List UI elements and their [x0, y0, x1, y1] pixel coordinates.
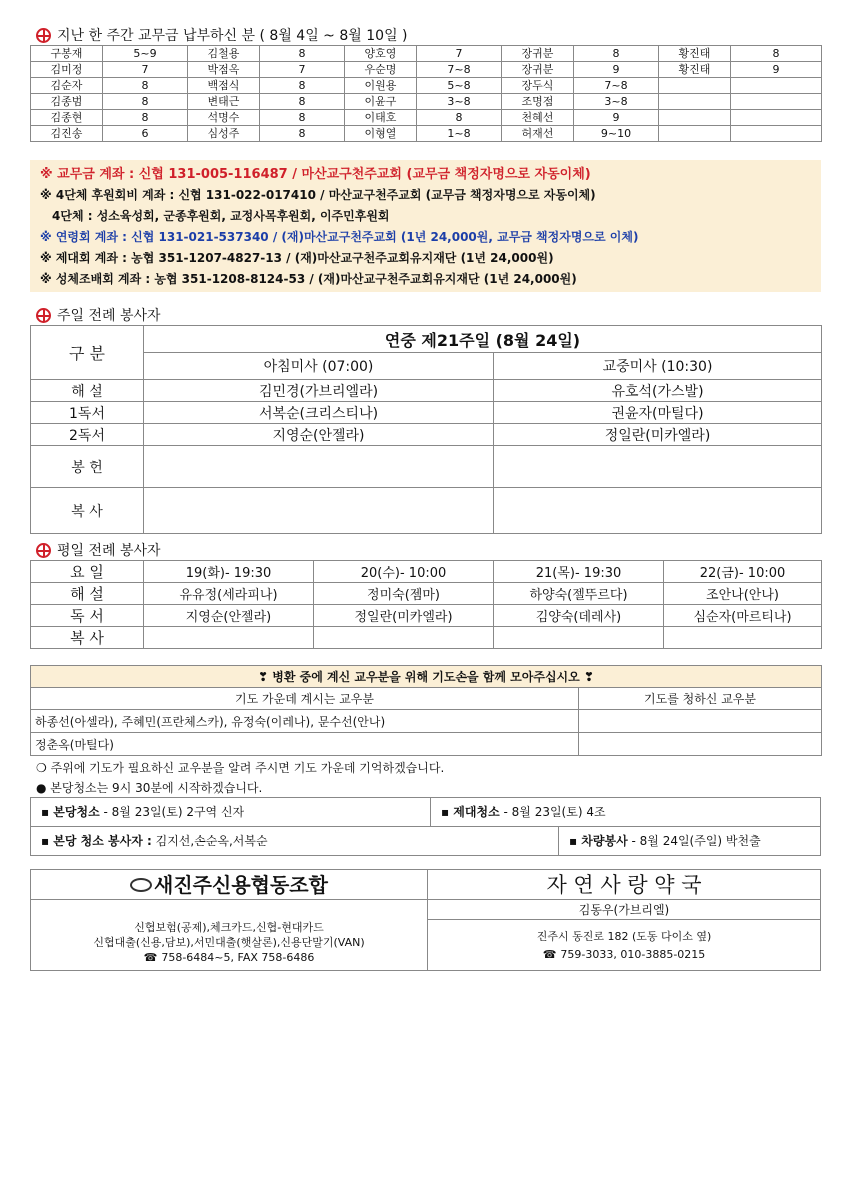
- sunday-servers-table: [30, 325, 822, 534]
- donor-name: 이윤구: [345, 94, 417, 110]
- category-header: 구 분: [31, 326, 144, 380]
- cleaning-volunteers-value: 김지선,손순옥,서복순: [151, 834, 268, 848]
- credit-union-phone: [31, 950, 427, 965]
- weekday-role: 해 설: [31, 583, 144, 605]
- donor-name: 김순자: [31, 78, 103, 94]
- donor-name: 김종범: [31, 94, 103, 110]
- donor-name: 이태호: [345, 110, 417, 126]
- donor-row: [31, 62, 822, 78]
- server-name: 유호석(가스발): [494, 380, 822, 402]
- donor-months: 8: [260, 126, 345, 142]
- weekday-row: [31, 583, 822, 605]
- role-second-reading: 2독서: [31, 424, 144, 446]
- altar-society-account-line: ※ 제대회 계좌 : 농협 351-1207-4827-13 / (재)마산교구천주교회유지재단 (1년 24,000원): [40, 251, 554, 265]
- credit-union-name: 새진주신용협동조합: [154, 873, 328, 897]
- altar-cleaning-label: ▪ 제대청소: [441, 805, 500, 819]
- vehicle-service: [559, 827, 761, 856]
- morning-mass-header: 아침미사 (07:00): [144, 353, 494, 380]
- server-name: [144, 488, 494, 534]
- cleaning-schedule: [30, 797, 821, 856]
- weekday-title-text: 평일 전례 봉사자: [57, 543, 161, 559]
- donor-name: 허재선: [502, 126, 574, 142]
- donor-months: 7: [260, 62, 345, 78]
- prayer-banner: ❣ 병환 중에 계신 교우분을 위해 기도손을 함께 모아주십시오 ❣: [31, 666, 822, 688]
- server-name: 지영순(안젤라): [144, 424, 494, 446]
- pharmacy-details: [428, 920, 820, 964]
- donor-months: 8: [103, 94, 188, 110]
- donor-months: 3~8: [574, 94, 659, 110]
- server-name: 하양숙(젤뚜르다): [494, 583, 664, 605]
- donor-months: 8: [103, 78, 188, 94]
- pharmacy-phone-text: 759-3033, 010-3885-0215: [560, 948, 706, 961]
- credit-union-line: 신협보험(공제),체크카드,신협-현대카드: [134, 921, 324, 934]
- sunday-title: [36, 305, 161, 325]
- donor-months: 9: [574, 62, 659, 78]
- cleaning-volunteers-label: ▪ 본당 청소 봉사자 :: [41, 834, 152, 848]
- donor-name: 이형열: [345, 126, 417, 142]
- donors-table: [30, 45, 822, 142]
- donor-name: 장귀분: [502, 62, 574, 78]
- donor-months: 8: [574, 46, 659, 62]
- donor-months: 6: [103, 126, 188, 142]
- server-name: 정일란(미카엘라): [494, 424, 822, 446]
- church-cleaning-label: ▪ 본당청소: [41, 805, 100, 819]
- sponsor-ads: [30, 869, 821, 971]
- adoration-society-account-line: ※ 성체조배회 계좌 : 농협 351-1208-8124-53 / (재)마산교구천주교회유지재단 (1년 24,000원): [40, 272, 577, 286]
- donor-months: 7~8: [417, 62, 502, 78]
- weekday-role: 독 서: [31, 605, 144, 627]
- prayer-sick-names: 하종선(아셀라), 주혜민(프란체스카), 유정숙(이레나), 문수선(안나): [31, 710, 579, 733]
- weekday-header-row: [31, 561, 822, 583]
- prayer-col-header-requesters: 기도를 청하신 교우분: [579, 688, 822, 710]
- donor-row: [31, 126, 822, 142]
- prayer-note: ❍ 주위에 기도가 필요하신 교우분을 알려 주시면 기도 가운데 기억하겠습니다.: [36, 761, 445, 775]
- donor-name: 장두식: [502, 78, 574, 94]
- donor-name: 우순명: [345, 62, 417, 78]
- credit-union-ad: [31, 870, 428, 970]
- donor-name: 김종현: [31, 110, 103, 126]
- donor-months: 8: [260, 78, 345, 94]
- donors-title: [36, 25, 408, 45]
- donor-name: 양호영: [345, 46, 417, 62]
- credit-union-title: [31, 870, 427, 900]
- donor-months: 8: [731, 46, 822, 62]
- server-name: [494, 488, 822, 534]
- server-name: [144, 627, 314, 649]
- server-name: 유유정(세라피나): [144, 583, 314, 605]
- server-name: 지영순(안젤라): [144, 605, 314, 627]
- cleaning-row: [31, 798, 820, 827]
- prayer-requester-names: [579, 733, 822, 756]
- server-name: 김양숙(데레사): [494, 605, 664, 627]
- server-name: 서복순(크리스티나): [144, 402, 494, 424]
- account-info-box: [30, 160, 821, 292]
- donor-name: 황진태: [659, 62, 731, 78]
- phone-icon: ☎: [542, 948, 557, 961]
- donor-row: [31, 110, 822, 126]
- donor-months: [731, 94, 822, 110]
- donor-months: 5~9: [103, 46, 188, 62]
- donor-row: [31, 46, 822, 62]
- altar-cleaning: [431, 798, 606, 827]
- donor-name: 구봉재: [31, 46, 103, 62]
- altar-cleaning-value: - 8월 23일(토) 4조: [499, 805, 606, 819]
- donor-months: 7~8: [574, 78, 659, 94]
- server-name: [494, 446, 822, 488]
- phone-icon: ☎: [143, 951, 158, 964]
- role-offertory: 봉 헌: [31, 446, 144, 488]
- credit-union-line: 신협대출(신용,담보),서민대출(햇살론),신용단말기(VAN): [93, 936, 365, 949]
- tithe-account-line: ※ 교무금 계좌 : 신협 131-005-116487 / 마산교구천주교회 (교무금 책정자명으로 자동이체): [40, 167, 591, 182]
- weekday-date: 21(목)- 19:30: [494, 561, 664, 583]
- credit-union-phone-text: 758-6484~5, FAX 758-6486: [161, 951, 315, 964]
- sunday-title-text: 주일 전례 봉사자: [57, 308, 161, 324]
- donor-name: 김철용: [188, 46, 260, 62]
- donor-months: [731, 78, 822, 94]
- weekday-date: 19(화)- 19:30: [144, 561, 314, 583]
- donor-months: [731, 126, 822, 142]
- role-first-reading: 1독서: [31, 402, 144, 424]
- donor-name: 장귀분: [502, 46, 574, 62]
- donor-months: [731, 110, 822, 126]
- weekday-row: [31, 627, 822, 649]
- donor-name: 변태근: [188, 94, 260, 110]
- weekday-title: [36, 540, 161, 560]
- donor-months: 3~8: [417, 94, 502, 110]
- four-groups-account-line: ※ 4단체 후원회비 계좌 : 신협 131-022-017410 / 마산교구천주교회 (교무금 책정자명으로 자동이체): [40, 188, 596, 202]
- church-cleaning: [31, 798, 431, 827]
- donor-name: 심성주: [188, 126, 260, 142]
- server-name: [494, 627, 664, 649]
- donors-title-text: 지난 한 주간 교무금 납부하신 분 ( 8월 4일 ~ 8월 10일 ): [57, 28, 408, 44]
- main-mass-header: 교중미사 (10:30): [494, 353, 822, 380]
- pharmacy-phone: [428, 946, 820, 964]
- donor-months: 8: [260, 46, 345, 62]
- donor-months: 8: [103, 110, 188, 126]
- donor-name: 백점식: [188, 78, 260, 94]
- server-name: 심순자(마르티나): [664, 605, 822, 627]
- donor-months: 9: [574, 110, 659, 126]
- donor-name: [659, 126, 731, 142]
- donor-name: 석명수: [188, 110, 260, 126]
- pharmacy-title: 자 연 사 랑 약 국: [428, 870, 820, 900]
- role-altar-server: 복 사: [31, 488, 144, 534]
- server-name: 권윤자(마틸다): [494, 402, 822, 424]
- prayer-requester-names: [579, 710, 822, 733]
- cleaning-volunteers: [31, 827, 559, 856]
- role-commentary: 해 설: [31, 380, 144, 402]
- donor-name: [659, 78, 731, 94]
- donor-name: [659, 110, 731, 126]
- sunday-occasion: 연중 제21주일 (8월 24일): [144, 326, 822, 353]
- donor-months: 9: [731, 62, 822, 78]
- weekday-role: 요 일: [31, 561, 144, 583]
- weekday-servers-table: [30, 560, 822, 649]
- credit-union-logo-icon: [130, 878, 152, 892]
- pharmacy-owner: 김동우(가브리엘): [428, 900, 820, 920]
- church-cleaning-value: - 8월 23일(토) 2구역 신자: [99, 805, 245, 819]
- pharmacy-ad: [428, 870, 820, 970]
- donor-name: 박점옥: [188, 62, 260, 78]
- donor-name: 황진태: [659, 46, 731, 62]
- donor-name: 김진송: [31, 126, 103, 142]
- donor-name: [659, 94, 731, 110]
- donor-months: 7: [417, 46, 502, 62]
- donor-name: 조명점: [502, 94, 574, 110]
- prayer-col-header-sick: 기도 가운데 계시는 교우분: [31, 688, 579, 710]
- donor-name: 이원용: [345, 78, 417, 94]
- server-name: 김민경(가브리엘라): [144, 380, 494, 402]
- weekday-row: [31, 605, 822, 627]
- donor-row: [31, 78, 822, 94]
- pharmacy-address: 진주시 동진로 182 (도동 다이소 옆): [536, 930, 712, 943]
- funeral-society-account-line: ※ 연령회 계좌 : 신협 131-021-537340 / (재)마산교구천주교회 (1년 24,000원, 교무금 책정자명으로 이체): [40, 230, 639, 244]
- weekday-date: 20(수)- 10:00: [314, 561, 494, 583]
- prayer-sick-names: 정춘옥(마틸다): [31, 733, 579, 756]
- donor-months: 8: [417, 110, 502, 126]
- weekday-date: 22(금)- 10:00: [664, 561, 822, 583]
- cross-icon: [36, 543, 51, 558]
- cross-icon: [36, 28, 51, 43]
- donor-months: 5~8: [417, 78, 502, 94]
- donor-months: 8: [260, 94, 345, 110]
- server-name: [314, 627, 494, 649]
- server-name: 조안나(안나): [664, 583, 822, 605]
- donor-name: 김미정: [31, 62, 103, 78]
- cleaning-row: [31, 827, 820, 856]
- server-name: [664, 627, 822, 649]
- cross-icon: [36, 308, 51, 323]
- vehicle-service-label: ▪ 차량봉사: [569, 834, 628, 848]
- server-name: 정미숙(젬마): [314, 583, 494, 605]
- credit-union-details: [31, 920, 427, 965]
- donor-months: 9~10: [574, 126, 659, 142]
- cleaning-note: ● 본당청소는 9시 30분에 시작하겠습니다.: [36, 781, 263, 795]
- server-name: 정일란(미카엘라): [314, 605, 494, 627]
- vehicle-service-value: - 8월 24일(주일) 박천출: [627, 834, 761, 848]
- prayer-table: [30, 665, 822, 756]
- donor-row: [31, 94, 822, 110]
- donor-months: 1~8: [417, 126, 502, 142]
- donor-months: 8: [260, 110, 345, 126]
- donor-months: 7: [103, 62, 188, 78]
- weekday-role: 복 사: [31, 627, 144, 649]
- four-groups-list: 4단체 : 성소육성회, 군종후원회, 교정사목후원회, 이주민후원회: [52, 209, 390, 223]
- server-name: [144, 446, 494, 488]
- donor-name: 천혜선: [502, 110, 574, 126]
